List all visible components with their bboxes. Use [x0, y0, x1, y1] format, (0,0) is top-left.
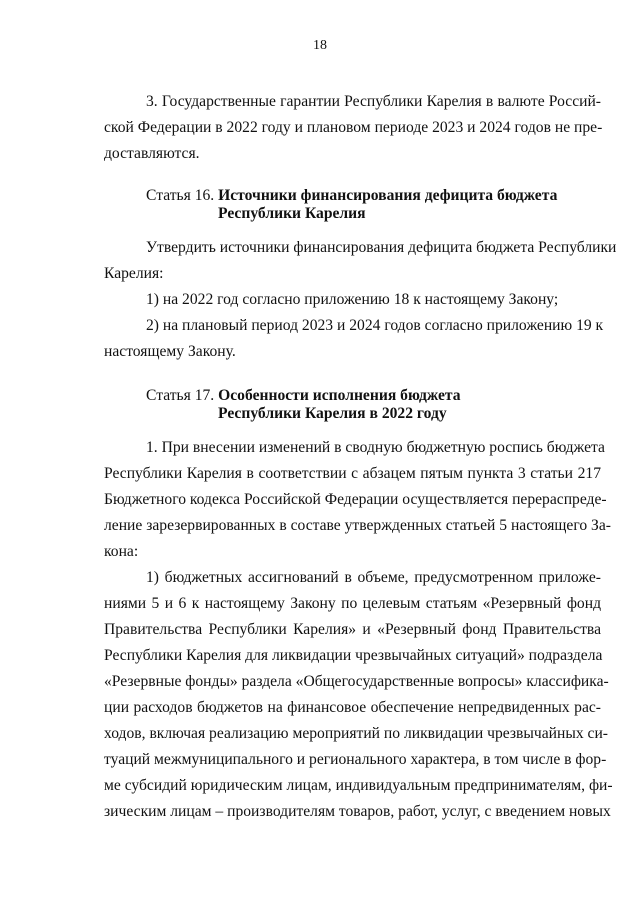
article-17-heading	[146, 386, 461, 406]
article-17-item1-line: Республики Карелия в соответствии с абзацем пятым пункта 3 статьи 217	[104, 465, 601, 482]
article-17-subitem1-line: ме субсидий юридическим лицам, индивидуальным предпринимателям, фи-	[104, 777, 613, 794]
article-17-subitem1-line: ниями 5 и 6 к настоящему Закону по целевым статьям «Резервный фонд	[104, 595, 601, 612]
article-16-heading	[146, 186, 557, 206]
article-17-subitem1-line: зическим лицам – производителям товаров, работ, услуг, с введением новых	[104, 803, 611, 820]
article-17-prefix: Статья 17.	[146, 387, 215, 404]
article-16-line: 2) на плановый период 2023 и 2024 годов согласно приложению 19 к	[146, 317, 604, 334]
paragraph-3-line: ской Федерации в 2022 году и плановом периоде 2023 и 2024 годов не пре-	[104, 119, 603, 136]
paragraph-3-line: 3. Государственные гарантии Республики Карелия в валюте Россий-	[146, 93, 601, 110]
article-17-item1-line: кона:	[104, 543, 139, 560]
article-16-title-line2: Республики Карелия	[218, 205, 366, 222]
article-17-subitem1-line: «Резервные фонды» раздела «Общегосударственные вопросы» классифика-	[104, 673, 609, 690]
article-16-line: Карелия:	[104, 265, 164, 282]
article-17-subitem1-line: Правительства Республики Карелия» и «Резервный фонд Правительства	[104, 621, 601, 638]
article-17-subitem1-line: 1) бюджетных ассигнований в объеме, предусмотренном приложе-	[146, 569, 601, 586]
article-16-line: настоящему Закону.	[104, 343, 236, 360]
article-17-subitem1-line: туаций межмуниципального и регионального характера, в том числе в фор-	[104, 751, 607, 768]
page-number: 18	[313, 38, 327, 53]
article-17-title: Особенности исполнения бюджета	[218, 387, 461, 404]
article-17-item1-line: 1. При внесении изменений в сводную бюджетную роспись бюджета	[146, 439, 605, 456]
paragraph-3-line: доставляются.	[104, 145, 200, 162]
article-16-line: 1) на 2022 год согласно приложению 18 к настоящему Закону;	[146, 291, 559, 308]
article-17-subitem1-line: Республики Карелия для ликвидации чрезвычайных ситуаций» подраздела	[104, 647, 603, 664]
article-17-title-line2: Республики Карелия в 2022 году	[218, 405, 447, 422]
article-17-subitem1-line: ходов, включая реализацию мероприятий по ликвидации чрезвычайных си-	[104, 725, 608, 742]
article-17-subitem1-line: ции расходов бюджетов на финансовое обеспечение непредвиденных рас-	[104, 699, 601, 716]
article-17-item1-line: Бюджетного кодекса Российской Федерации осуществляется перераспреде-	[104, 491, 607, 508]
article-17-item1-line: ление зарезервированных в составе утвержденных статьей 5 настоящего За-	[104, 517, 611, 534]
article-16-title: Источники финансирования дефицита бюджета	[218, 187, 558, 204]
article-16-line: Утвердить источники финансирования дефицита бюджета Республики	[146, 239, 617, 256]
article-16-prefix: Статья 16.	[146, 187, 215, 204]
